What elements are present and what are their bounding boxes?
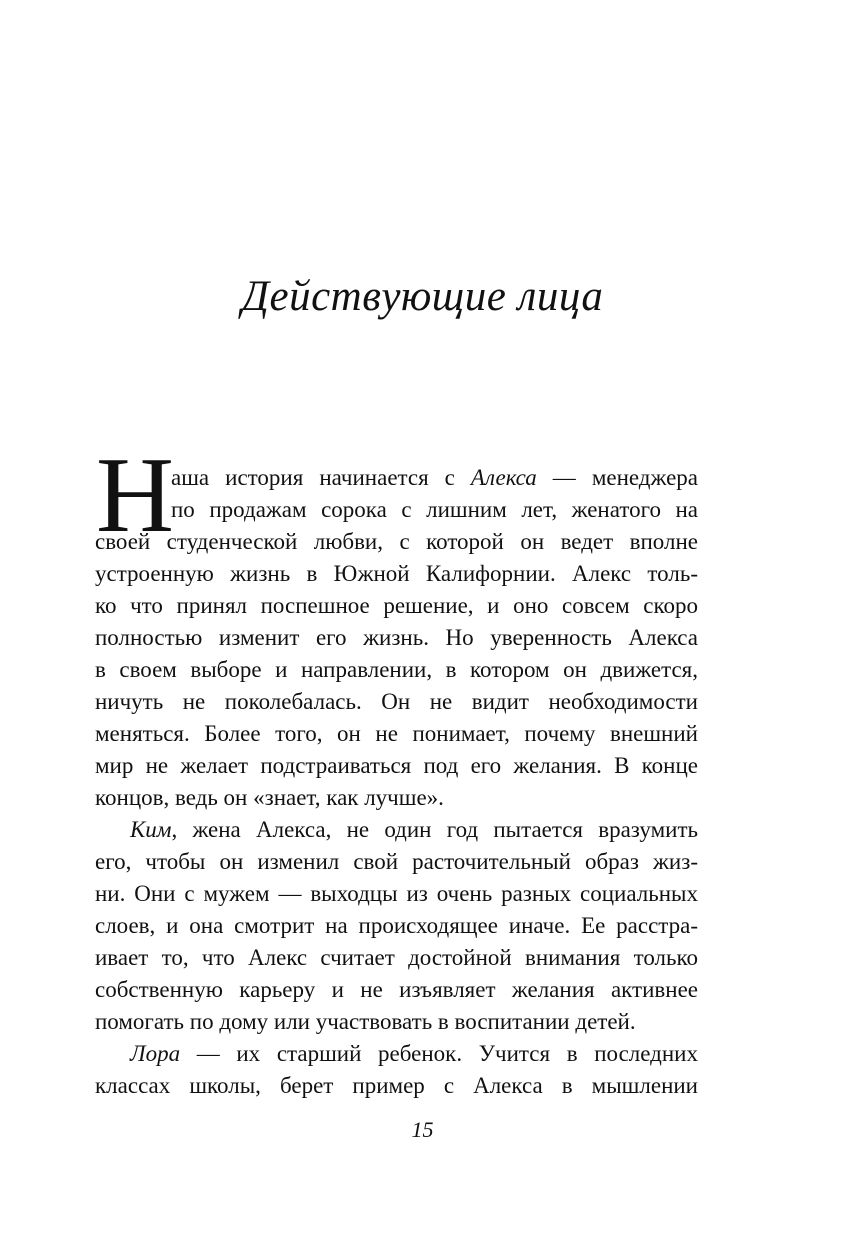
text-line: ничуть не поколебалась. Он не видит необходимости (95, 689, 698, 714)
text-line: Лора — их старший ребенок. Учится в последних (130, 1041, 698, 1066)
text-line: классах школы, берет пример с Алекса в мышлении (95, 1073, 698, 1098)
character-name-kim: Ким (130, 817, 172, 842)
text-line: ивает то, что Алекс считает достойной внимания только (95, 945, 698, 970)
text-line: устроенную жизнь в Южной Калифорнии. Алекс толь- (95, 561, 698, 586)
page-number: 15 (411, 1117, 434, 1142)
text-line: полностью изменит его жизнь. Но уверенность Алекса (95, 625, 698, 650)
text-line: аша история начинается с Алекса — менеджера (171, 465, 698, 490)
text-line: по продажам сорока с лишним лет, женатого на (171, 497, 698, 522)
text-line: слоев, и она смотрит на происходящее иначе. Ее расстра- (95, 913, 698, 938)
character-name-laura: Лора (130, 1041, 181, 1066)
text-line: ни. Они с мужем — выходцы из очень разных социальных (95, 881, 698, 906)
text-line: своей студенческой любви, с которой он ведет вполне (95, 529, 698, 554)
text-line: его, чтобы он изменил свой расточительный образ жиз- (95, 849, 698, 874)
text-line: Ким, жена Алекса, не один год пытается вразумить (130, 817, 698, 842)
text-line: ко что принял поспешное решение, и оно совсем скоро (95, 593, 698, 618)
text-line: в своем выборе и направлении, в котором он движется, (95, 657, 698, 682)
character-name-alex: Алекса (470, 465, 537, 490)
text-line: концов, ведь он «знает, как лучше». (95, 785, 444, 810)
text-line: меняться. Более того, он не понимает, почему внешний (95, 721, 698, 746)
chapter-title: Действующие лица (241, 273, 604, 320)
text-line: собственную карьеру и не изъявляет желания активнее (95, 977, 698, 1002)
text-line: помогать по дому или участвовать в воспитании детей. (95, 1009, 636, 1034)
text-line: мир не желает подстраиваться под его желания. В конце (95, 753, 698, 778)
drop-cap-letter: Н (96, 436, 174, 555)
